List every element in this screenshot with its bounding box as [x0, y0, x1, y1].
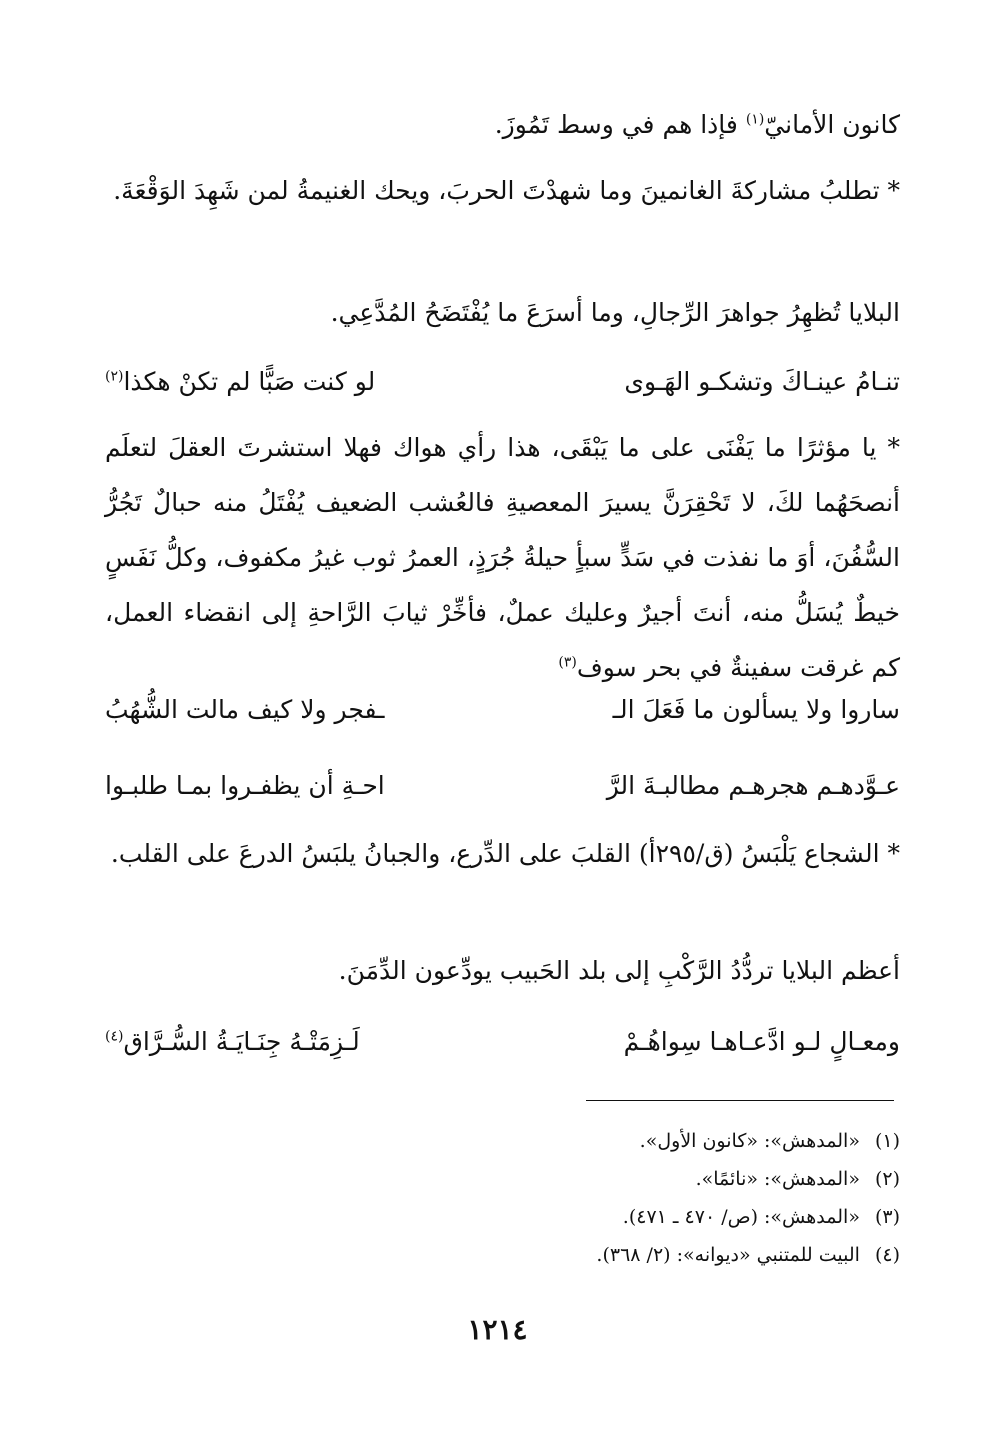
verse-1-second-text: لو كنت صَبًّا لم تكنْ هكذا — [123, 367, 376, 396]
verse-2 — [105, 690, 900, 730]
verse-1-second-hemistich — [105, 362, 375, 402]
page-number: ١٢١٤ — [467, 1313, 528, 1346]
footnote-text: «المدهش»: (ص/ ٤٧٠ ـ ٤٧١). — [622, 1206, 860, 1228]
footnote-1 — [400, 1122, 900, 1160]
paragraph-2-text: * تطلبُ مشاركةَ الغانمينَ وما شهدْتَ الحربَ، ويحك الغنيمةُ لمن شَهِدَ الوَقْعَةَ. — [113, 176, 900, 205]
footnote-text: «المدهش»: «نائمًا». — [695, 1168, 860, 1190]
paragraph-1-text: كانون الأمانيّ — [764, 110, 900, 139]
paragraph-3 — [105, 285, 900, 340]
footnotes — [400, 1122, 900, 1274]
footnote-number: (٣) — [874, 1206, 900, 1228]
footnote-ref-2[interactable]: (٢) — [105, 368, 124, 385]
footnote-ref-3[interactable]: (٣) — [558, 654, 577, 671]
paragraph-6 — [105, 943, 900, 998]
footnote-text: البيت للمتنبي «ديوانه»: (٢/ ٣٦٨). — [596, 1244, 860, 1266]
footnote-ref-4[interactable]: (٤) — [105, 1028, 124, 1045]
footnote-number: (٢) — [874, 1168, 900, 1190]
paragraph-4-text: * يا مؤثرًا ما يَفْنَى على ما يَبْقَى، هذا رأي هواك فهلا استشرتَ العقلَ لتعلَم أنصحَهُما لكَ، لا تَحْقِرَنَّ يسيرَ المعصيةِ فالعُشب الضعيف يُفْتَلُ منه حبالٌ تَجُرُّ السُّفُنَ، أوَ ما نفذت في سَدٍّ سبأٍ حيلةُ جُرَذٍ، العمرُ ثوب غيرُ مكفوف، وكلُّ نَفَسٍ خيطٌ يُسَلُّ منه، أنتَ أجيرٌ وعليك عملٌ، فأخِّرْ ثيابَ الرَّاحةِ إلى انقضاء العمل، كم غرقت سفينةٌ في بحر سوف — [105, 433, 900, 682]
verse-1-first-text: تنـامُ عينـاكَ وتشكـو الهَـوى — [624, 367, 900, 396]
verse-2-second-hemistich: ـفجر ولا كيف مالت الشُّهُبُ — [105, 695, 385, 724]
verse-1-first-hemistich — [624, 362, 900, 402]
footnote-number: (٤) — [874, 1244, 900, 1266]
footnote-3 — [400, 1198, 900, 1236]
paragraph-1-tail: فإذا هم في وسط تَمُوزَ. — [494, 110, 746, 139]
footnote-number: (١) — [874, 1130, 900, 1152]
verse-3-second-hemistich: احـةِ أن يظفـروا بمـا طلبـوا — [105, 771, 385, 800]
paragraph-2 — [105, 163, 900, 218]
paragraph-1 — [105, 97, 900, 152]
paragraph-6-text: أعظم البلايا تردُّدُ الرَّكْبِ إلى بلد الحَبيب يودِّعون الدِّمَنَ. — [338, 956, 900, 985]
paragraph-4 — [105, 420, 900, 695]
footnote-4 — [400, 1236, 900, 1274]
verse-3-first-hemistich: عـوَّدهـم هجرهـم مطالبـةَ الرَّ — [606, 771, 900, 800]
footnote-ref-1[interactable]: (١) — [745, 111, 765, 128]
verse-2-first-hemistich: ساروا ولا يسألون ما فَعَلَ الـ — [612, 695, 900, 724]
verse-4-second-hemistich — [105, 1022, 360, 1062]
verse-3 — [105, 766, 900, 806]
verse-4 — [105, 1022, 900, 1062]
paragraph-5-text: * الشجاع يَلْبَسُ (ق/٢٩٥أ) القلبَ على الدِّرع، والجبانُ يلبَسُ الدرعَ على القلب. — [110, 839, 900, 868]
footnote-separator — [586, 1100, 894, 1101]
paragraph-5 — [105, 826, 900, 881]
verse-4-first-hemistich: ومعـالٍ لـو ادَّعـاهـا سِواهُـمْ — [623, 1027, 900, 1056]
paragraph-3-text: البلايا تُظهِرُ جواهرَ الرِّجالِ، وما أسرَعَ ما يُفْتَضَحُ المُدَّعِي. — [330, 298, 900, 327]
footnote-2 — [400, 1160, 900, 1198]
verse-1 — [105, 362, 900, 402]
footnote-text: «المدهش»: «كانون الأول». — [639, 1130, 860, 1152]
verse-4-second-text: لَـزِمَتْـهُ جِنَـايَـةُ السُّـرَّاق — [123, 1027, 360, 1056]
